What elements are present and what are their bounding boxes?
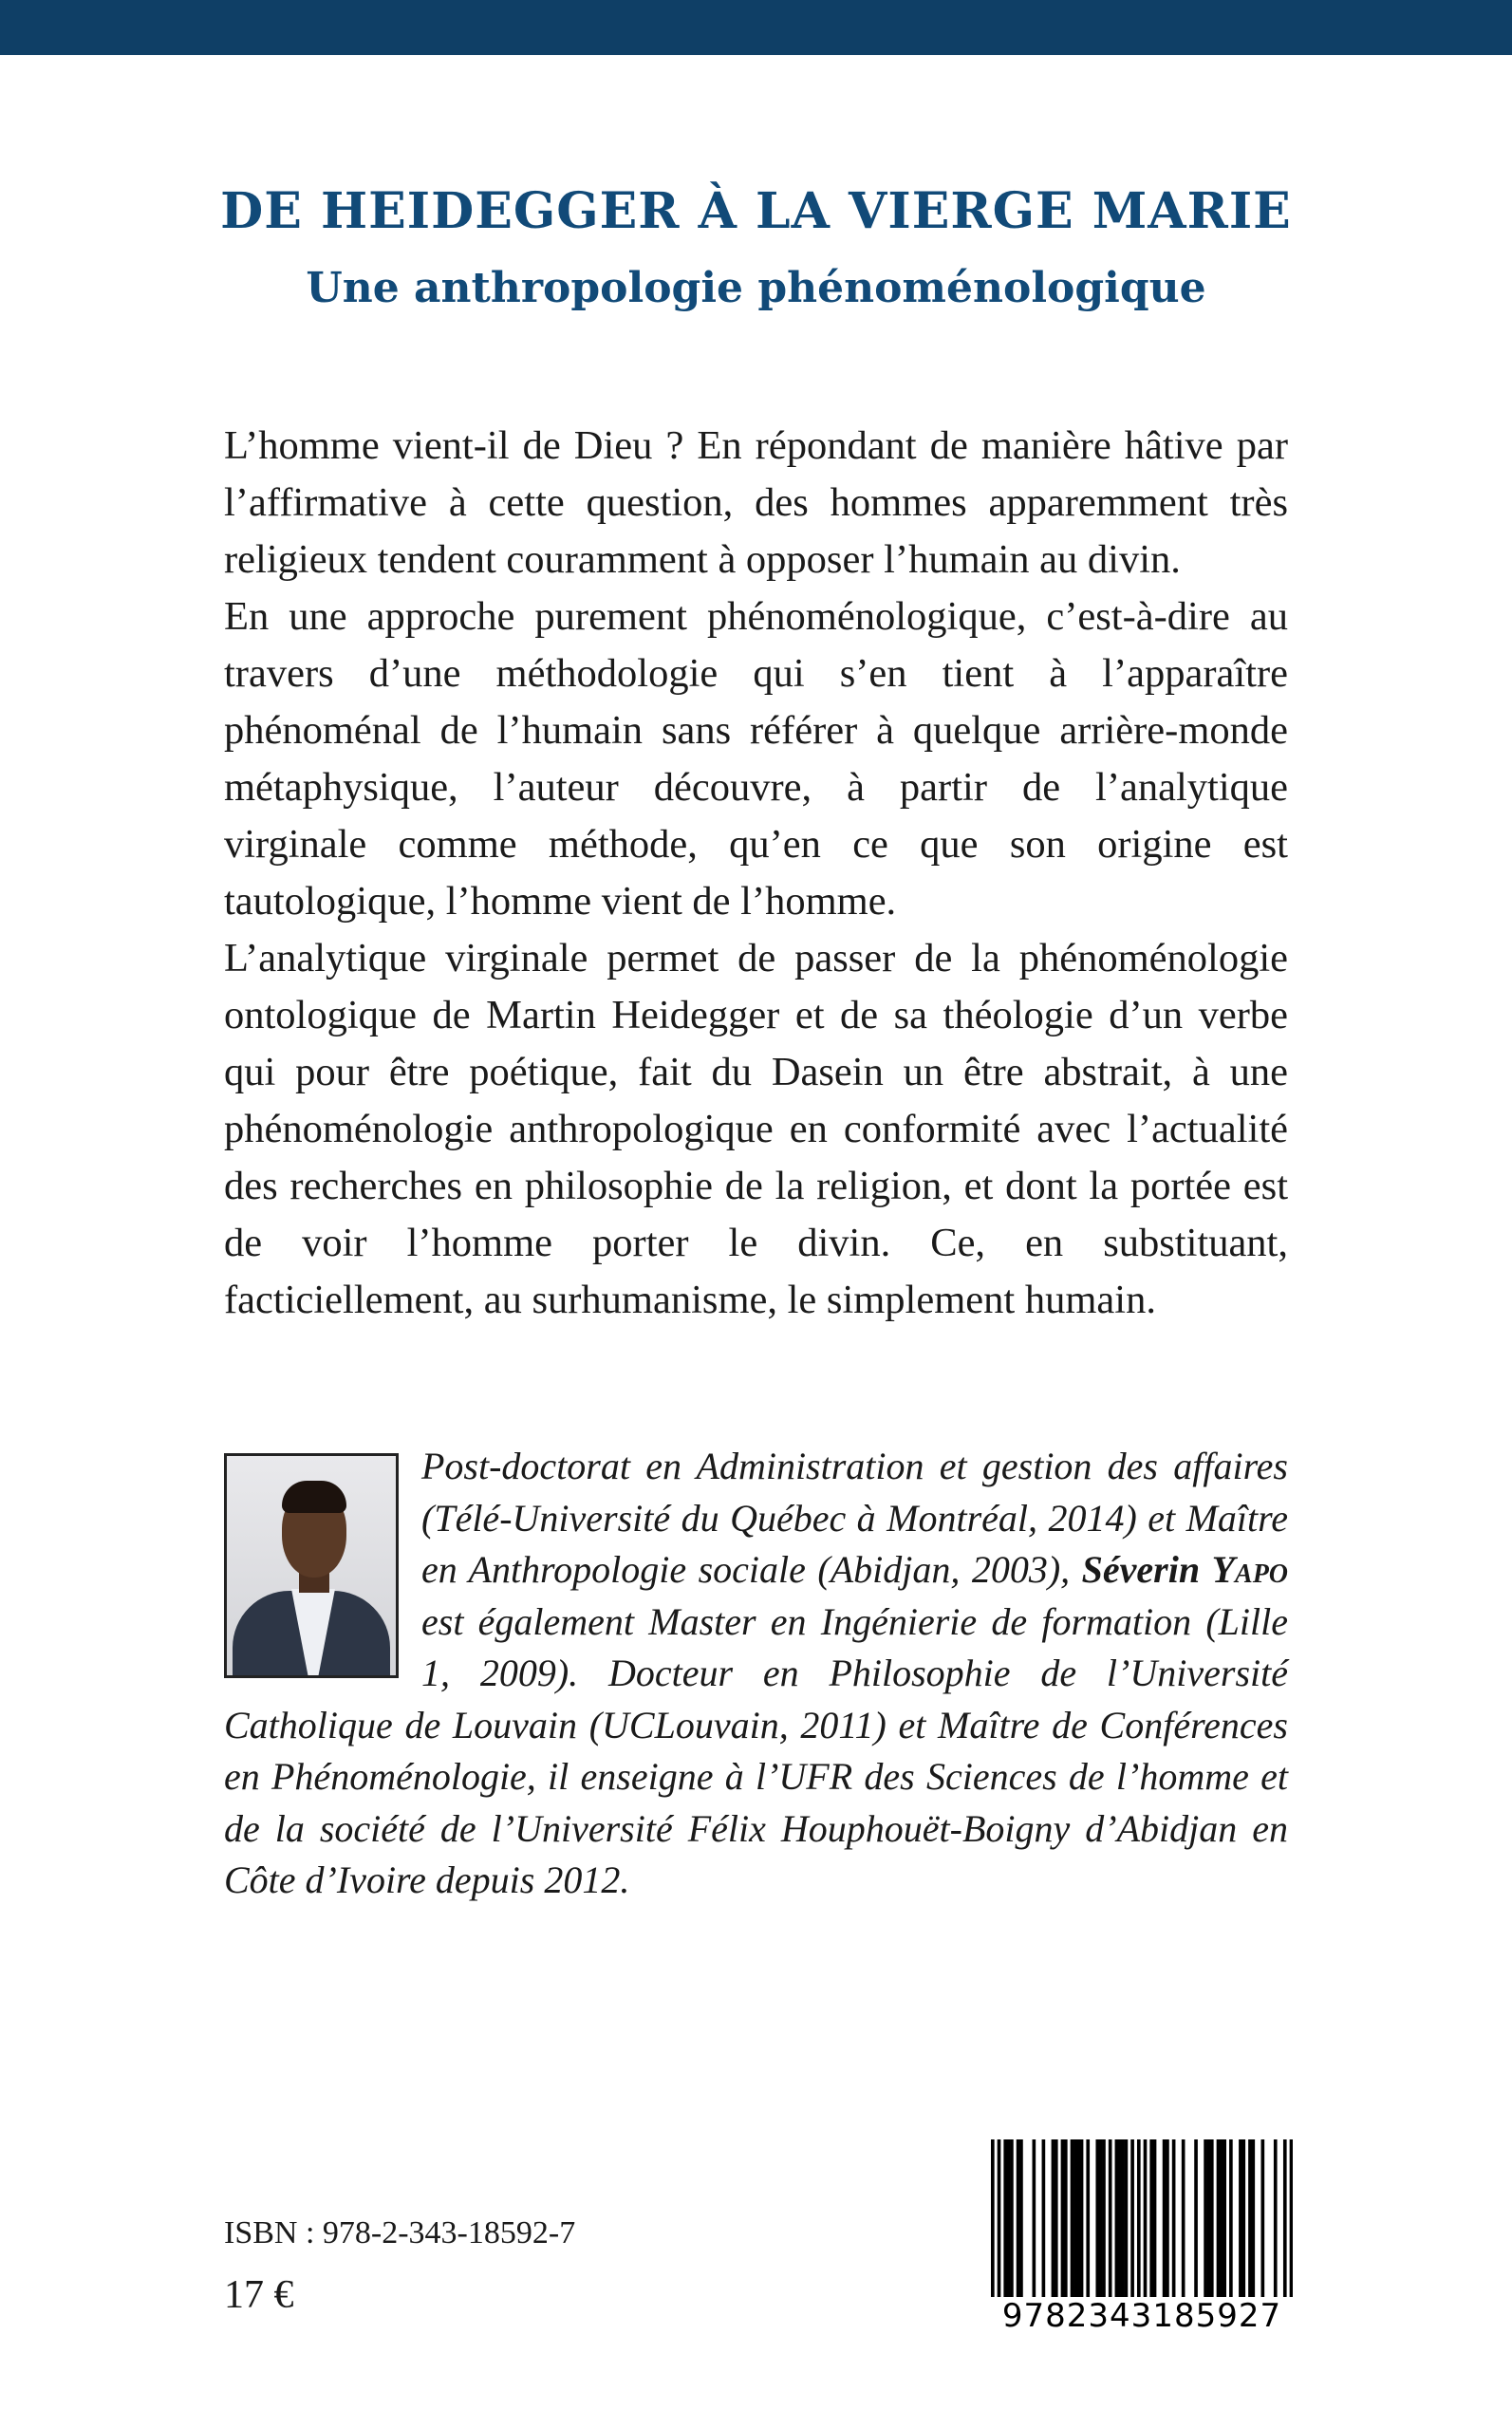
barcode-bar <box>1017 2139 1020 2301</box>
barcode-bar <box>1071 2139 1074 2301</box>
barcode-bar <box>1207 2139 1211 2301</box>
back-cover-blurb <box>224 418 1288 1329</box>
barcode-bar <box>1125 2139 1129 2301</box>
blurb-paragraph-3: L’analytique virginale permet de passer de la phénoménologie ontologique de Martin Heidegger et de sa théologie d’un verbe qui pour être poétique, fait du Dasein un être abstrait, à une phénoménologie anthropologique en conformité avec l’actualité des recherches en philosophie de la religion, et dont la portée est de voir l’homme porter le divin. Ce, en substituant, facticiellement, au surhumanisme, le simplement humain. <box>224 936 1288 1322</box>
author-first-name: Séverin <box>1081 1548 1201 1591</box>
barcode-bar <box>1248 2139 1252 2301</box>
barcode-bar <box>1274 2139 1278 2301</box>
barcode-bar <box>1076 2139 1080 2301</box>
author-bio-intro: Post-doctorat en Administration et gestion des affaires (Télé-Université du Québec à Montréal, 2014) et Maître en Anthropologie sociale (Abidjan, 2003), <box>421 1445 1288 1591</box>
barcode-bar <box>1194 2139 1198 2301</box>
barcode-bar <box>1290 2139 1293 2301</box>
barcode-bar <box>1223 2139 1226 2301</box>
barcode-bar <box>1010 2139 1014 2301</box>
barcode-bar <box>1003 2139 1007 2301</box>
barcode-bar <box>1121 2139 1125 2301</box>
author-section <box>224 1441 1288 1907</box>
barcode-bar <box>1210 2139 1214 2301</box>
top-color-band <box>0 0 1512 55</box>
barcode-bar <box>1166 2139 1169 2301</box>
barcode-bars <box>991 2139 1293 2301</box>
isbn: ISBN : 978-2-343-18592-7 <box>224 2215 576 2250</box>
barcode-bar <box>1007 2139 1011 2301</box>
barcode-bar <box>1283 2139 1287 2301</box>
barcode-bar <box>1080 2139 1084 2301</box>
barcode-bar <box>1261 2139 1265 2301</box>
barcode-bar <box>1064 2139 1068 2301</box>
barcode-bar <box>1042 2139 1046 2301</box>
barcode-bar <box>1055 2139 1058 2301</box>
barcode-bar <box>1220 2139 1223 2301</box>
barcode-bar <box>1172 2139 1176 2301</box>
barcode-bar <box>1118 2139 1122 2301</box>
barcode-bar <box>1102 2139 1106 2301</box>
barcode-bar <box>1251 2139 1255 2301</box>
barcode-bar <box>1019 2139 1023 2301</box>
barcode-number: 9782343185927 <box>991 2297 1293 2335</box>
barcode-bar <box>1099 2139 1103 2301</box>
book-subtitle: Une anthropologie phénoménologique <box>306 264 1206 312</box>
barcode-bar <box>1144 2139 1148 2301</box>
barcode-bar <box>1229 2139 1233 2301</box>
barcode-bar <box>1149 2139 1153 2301</box>
price: 17 € <box>224 2273 294 2317</box>
author-photo <box>224 1453 399 1678</box>
barcode <box>991 2139 1293 2339</box>
author-bio-rest: est également Master en Ingénierie de formation (Lille 1, 2009). Docteur en Philosophie de l’Université Catholique de Louvain (UCLouvain, 2011) et Maître de Conférences en Phénoménologie, il enseigne à l’UFR des Sciences de l’homme et de la société de l’Université Félix Houphouët-Boigny d’Abidjan en Côte d’Ivoire depuis 2012. <box>224 1599 1288 1901</box>
barcode-bar <box>998 2139 1001 2301</box>
barcode-bar <box>1137 2139 1141 2301</box>
barcode-bar <box>1241 2139 1245 2301</box>
barcode-bar <box>1130 2139 1134 2301</box>
barcode-bar <box>1153 2139 1157 2301</box>
author-last-name: Yapo <box>1211 1548 1289 1591</box>
blurb-paragraph-1: L’homme vient-il de Dieu ? En répondant de manière hâtive par l’affirmative à cette question, des hommes apparemment très religieux tendent couramment à opposer l’humain au divin. <box>224 423 1288 582</box>
barcode-bar <box>1052 2139 1055 2301</box>
barcode-bar <box>1086 2139 1090 2301</box>
barcode-bar <box>1163 2139 1167 2301</box>
barcode-bar <box>1239 2139 1242 2301</box>
barcode-bar <box>1182 2139 1185 2301</box>
barcode-bar <box>1033 2139 1036 2301</box>
barcode-bar <box>1073 2139 1077 2301</box>
barcode-bar <box>1109 2139 1112 2301</box>
barcode-bar <box>1061 2139 1065 2301</box>
barcode-bar <box>1204 2139 1207 2301</box>
barcode-bar <box>1115 2139 1119 2301</box>
book-title: DE HEIDEGGER À LA VIERGE MARIE <box>220 182 1292 240</box>
barcode-bar <box>991 2139 995 2301</box>
blurb-paragraph-2: En une approche purement phénoménologique, c’est-à-dire au travers d’une méthodologie qui s’en tient à l’apparaître phénoménal de l’humain sans référer à quelque arrière-monde métaphysique, l’auteur découvre, à partir de l’analytique virginale comme méthode, qu’en ce que son origine est tautologique, l’homme vient de l’homme. <box>224 594 1288 924</box>
barcode-bar <box>1217 2139 1221 2301</box>
barcode-bar <box>1095 2139 1099 2301</box>
